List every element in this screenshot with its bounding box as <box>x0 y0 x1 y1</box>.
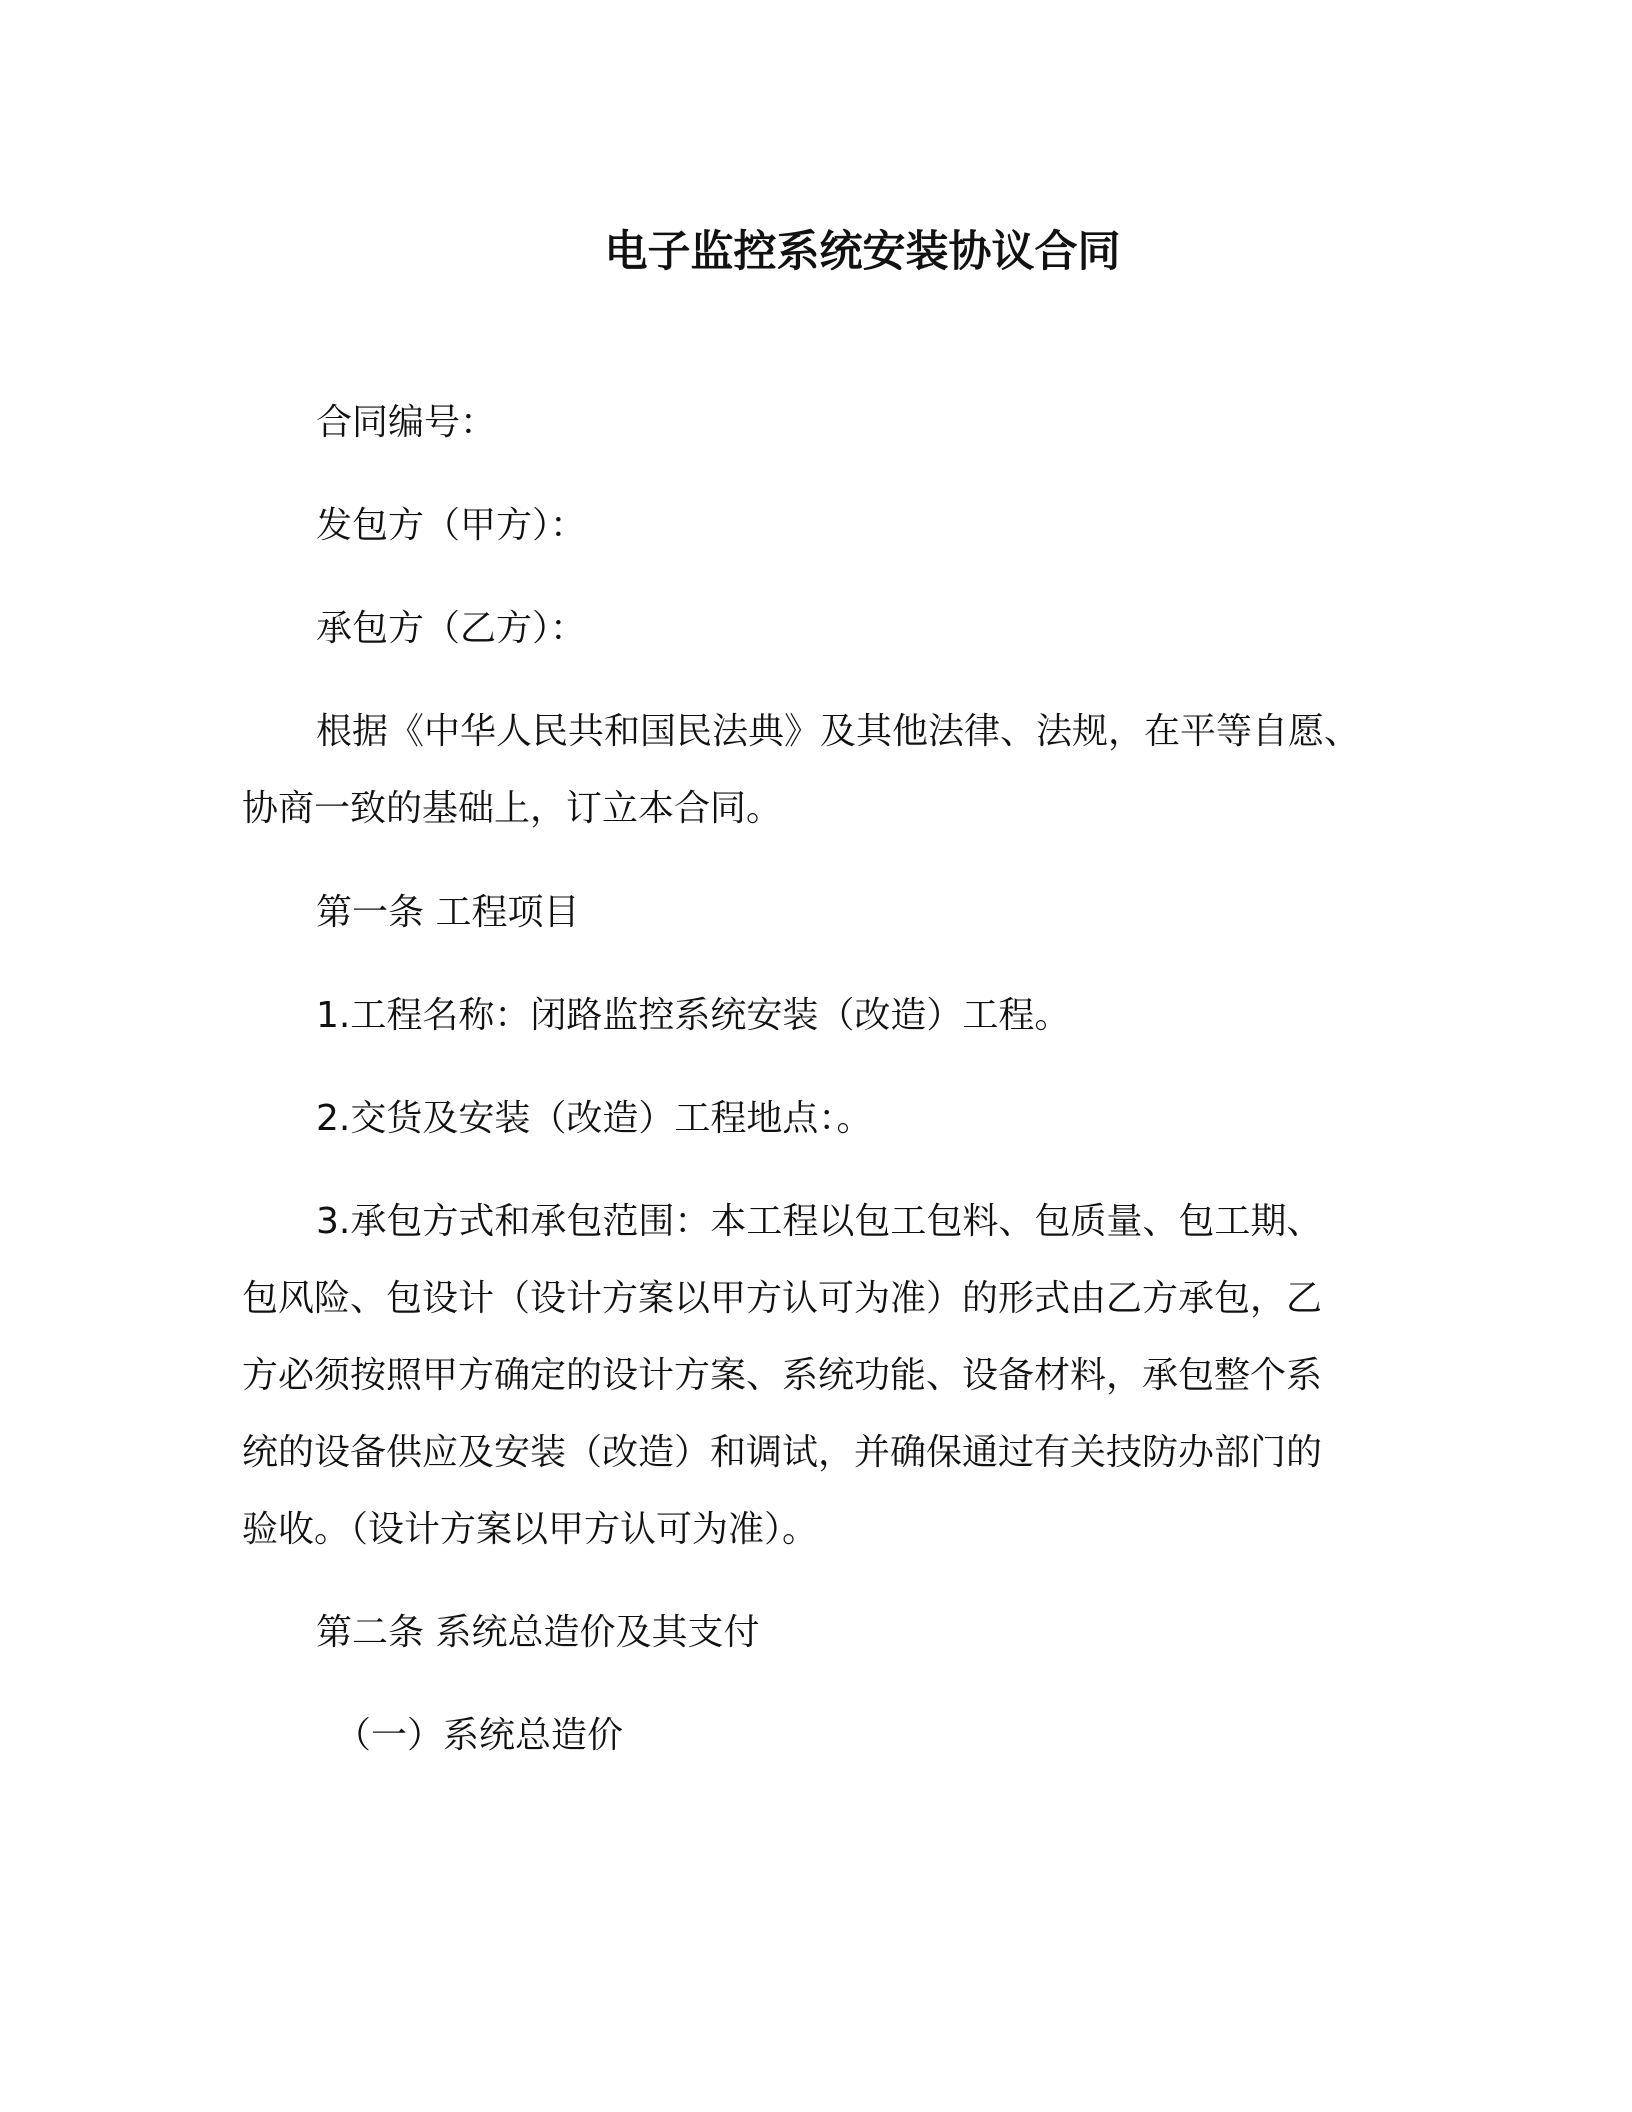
intro-paragraph-line: 协商一致的基础上，订立本合同。 <box>242 788 783 829</box>
article-1-item-1: 1.工程名称：闭路监控系统安装（改造）工程。 <box>316 995 1071 1036</box>
article-1-item-3-line: 3.承包方式和承包范围：本工程以包工包料、包质量、包工期、 <box>316 1201 1323 1242</box>
contract-number-field: 合同编号： <box>316 402 497 443</box>
party-b-field: 承包方（乙方）： <box>316 608 587 649</box>
article-1-item-3-line: 包风险、包设计（设计方案以甲方认可为准）的形式由乙方承包，乙 <box>242 1278 1323 1319</box>
article-2-heading: 第二条 系统总造价及其支付 <box>316 1612 760 1653</box>
document-title: 电子监控系统安装协议合同 <box>604 227 1121 277</box>
article-1-item-3-line: 验收。（设计方案以甲方认可为准）。 <box>242 1509 819 1550</box>
article-1-item-3-line: 方必须按照甲方确定的设计方案、系统功能、设备材料，承包整个系 <box>242 1355 1323 1396</box>
article-1-item-2: 2.交货及安装（改造）工程地点：。 <box>316 1098 873 1139</box>
article-1-item-3-line: 统的设备供应及安装（改造）和调试，并确保通过有关技防办部门的 <box>242 1432 1323 1473</box>
party-a-field: 发包方（甲方）： <box>316 505 587 546</box>
article-1-heading: 第一条 工程项目 <box>316 892 580 933</box>
intro-paragraph-line: 根据《中华人民共和国民法典》及其他法律、法规，在平等自愿、 <box>316 711 1361 752</box>
article-2-subheading: （一）系统总造价 <box>335 1715 624 1756</box>
